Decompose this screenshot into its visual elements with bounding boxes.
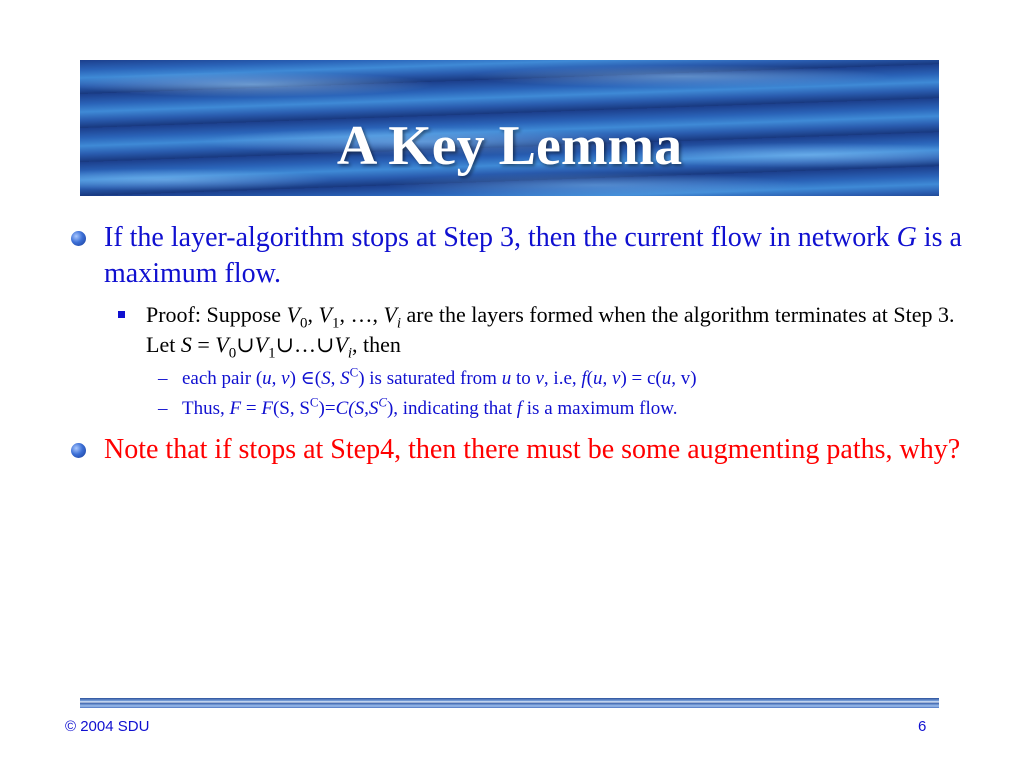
var-v-lower: v	[281, 368, 290, 389]
var-v-lower: v	[612, 368, 621, 389]
ellipsis: , …,	[339, 302, 384, 327]
note-text: Note that if stops at Step4, then there must be some augmenting paths, why?	[104, 434, 961, 465]
var-g: G	[896, 222, 917, 253]
equals: =	[241, 398, 262, 419]
slide-title: A Key Lemma	[336, 115, 683, 177]
union-ellipsis: ∪…∪	[275, 332, 335, 357]
proof-text-end: , then	[352, 332, 401, 357]
text: to	[511, 368, 536, 389]
sup-c: C	[378, 394, 387, 410]
slide-content	[70, 220, 980, 476]
var-f-cap: F	[229, 398, 242, 419]
title-banner	[80, 60, 939, 196]
var-f: f	[581, 368, 587, 389]
text: Thus,	[182, 398, 230, 419]
text: ) is saturated from	[358, 368, 502, 389]
comma: ,	[330, 368, 341, 389]
footer-copyright: © 2004 SDU	[65, 718, 150, 735]
var-v: V	[286, 302, 301, 327]
paren: (	[586, 368, 593, 389]
var-u: u	[661, 368, 672, 389]
text: (S,S	[348, 398, 379, 419]
bullet-dot-icon	[71, 231, 86, 246]
sub-1: 1	[331, 315, 340, 332]
text: ), indicating that	[386, 398, 517, 419]
text: is a maximum flow.	[522, 398, 678, 419]
text: , v)	[671, 368, 697, 389]
var-s: S	[321, 368, 331, 389]
union-symbol: ∪	[236, 332, 255, 357]
page-number: 6	[918, 718, 927, 735]
sup-c: C	[349, 364, 359, 380]
text: each pair (	[182, 368, 263, 389]
var-v-lower: v	[535, 368, 544, 389]
proof-text-mid: are the layers formed when the algorithm terminates at Step 3. Let	[146, 302, 955, 357]
bullet-thus	[70, 394, 980, 424]
equals: =	[191, 332, 216, 357]
var-v: V	[318, 302, 332, 327]
var-u: u	[262, 368, 272, 389]
var-v: V	[383, 302, 397, 327]
var-u: u	[501, 368, 512, 389]
var-s: S	[340, 368, 350, 389]
sub-0: 0	[228, 345, 237, 362]
var-v: V	[334, 332, 348, 357]
var-u: u	[593, 368, 603, 389]
square-bullet-icon	[118, 311, 125, 318]
text: , i.e,	[543, 368, 582, 389]
element-of: ) ∈(	[289, 368, 322, 389]
dash-bullet: –	[158, 398, 168, 419]
comma: ,	[307, 302, 319, 327]
var-f-cap: F	[261, 398, 273, 419]
text: )=	[318, 398, 336, 419]
lemma-text-end: is a maximum flow.	[104, 222, 962, 289]
sub-1: 1	[268, 345, 276, 362]
bullet-saturated	[70, 364, 980, 394]
text: (S, S	[272, 398, 310, 419]
var-c: C	[335, 398, 349, 419]
var-f: f	[516, 398, 523, 419]
var-v: V	[254, 332, 269, 357]
sub-0: 0	[300, 315, 308, 332]
comma: ,	[602, 368, 612, 389]
proof-text: Proof: Suppose	[146, 302, 287, 327]
text: ) = c(	[620, 368, 662, 389]
lemma-text: If the layer-algorithm stops at Step 3, then the current flow in network	[104, 222, 897, 253]
sup-c: C	[309, 394, 319, 410]
bullet-note	[70, 432, 980, 468]
sub-i: i	[396, 315, 402, 332]
comma: ,	[271, 368, 282, 389]
dash-bullet: –	[158, 368, 168, 389]
bullet-proof	[70, 300, 980, 360]
var-v: V	[215, 332, 229, 357]
var-s: S	[180, 332, 192, 357]
footer-divider	[80, 698, 939, 708]
bullet-dot-icon	[71, 443, 86, 458]
sub-i: i	[347, 345, 353, 362]
bullet-lemma-statement	[70, 220, 980, 292]
